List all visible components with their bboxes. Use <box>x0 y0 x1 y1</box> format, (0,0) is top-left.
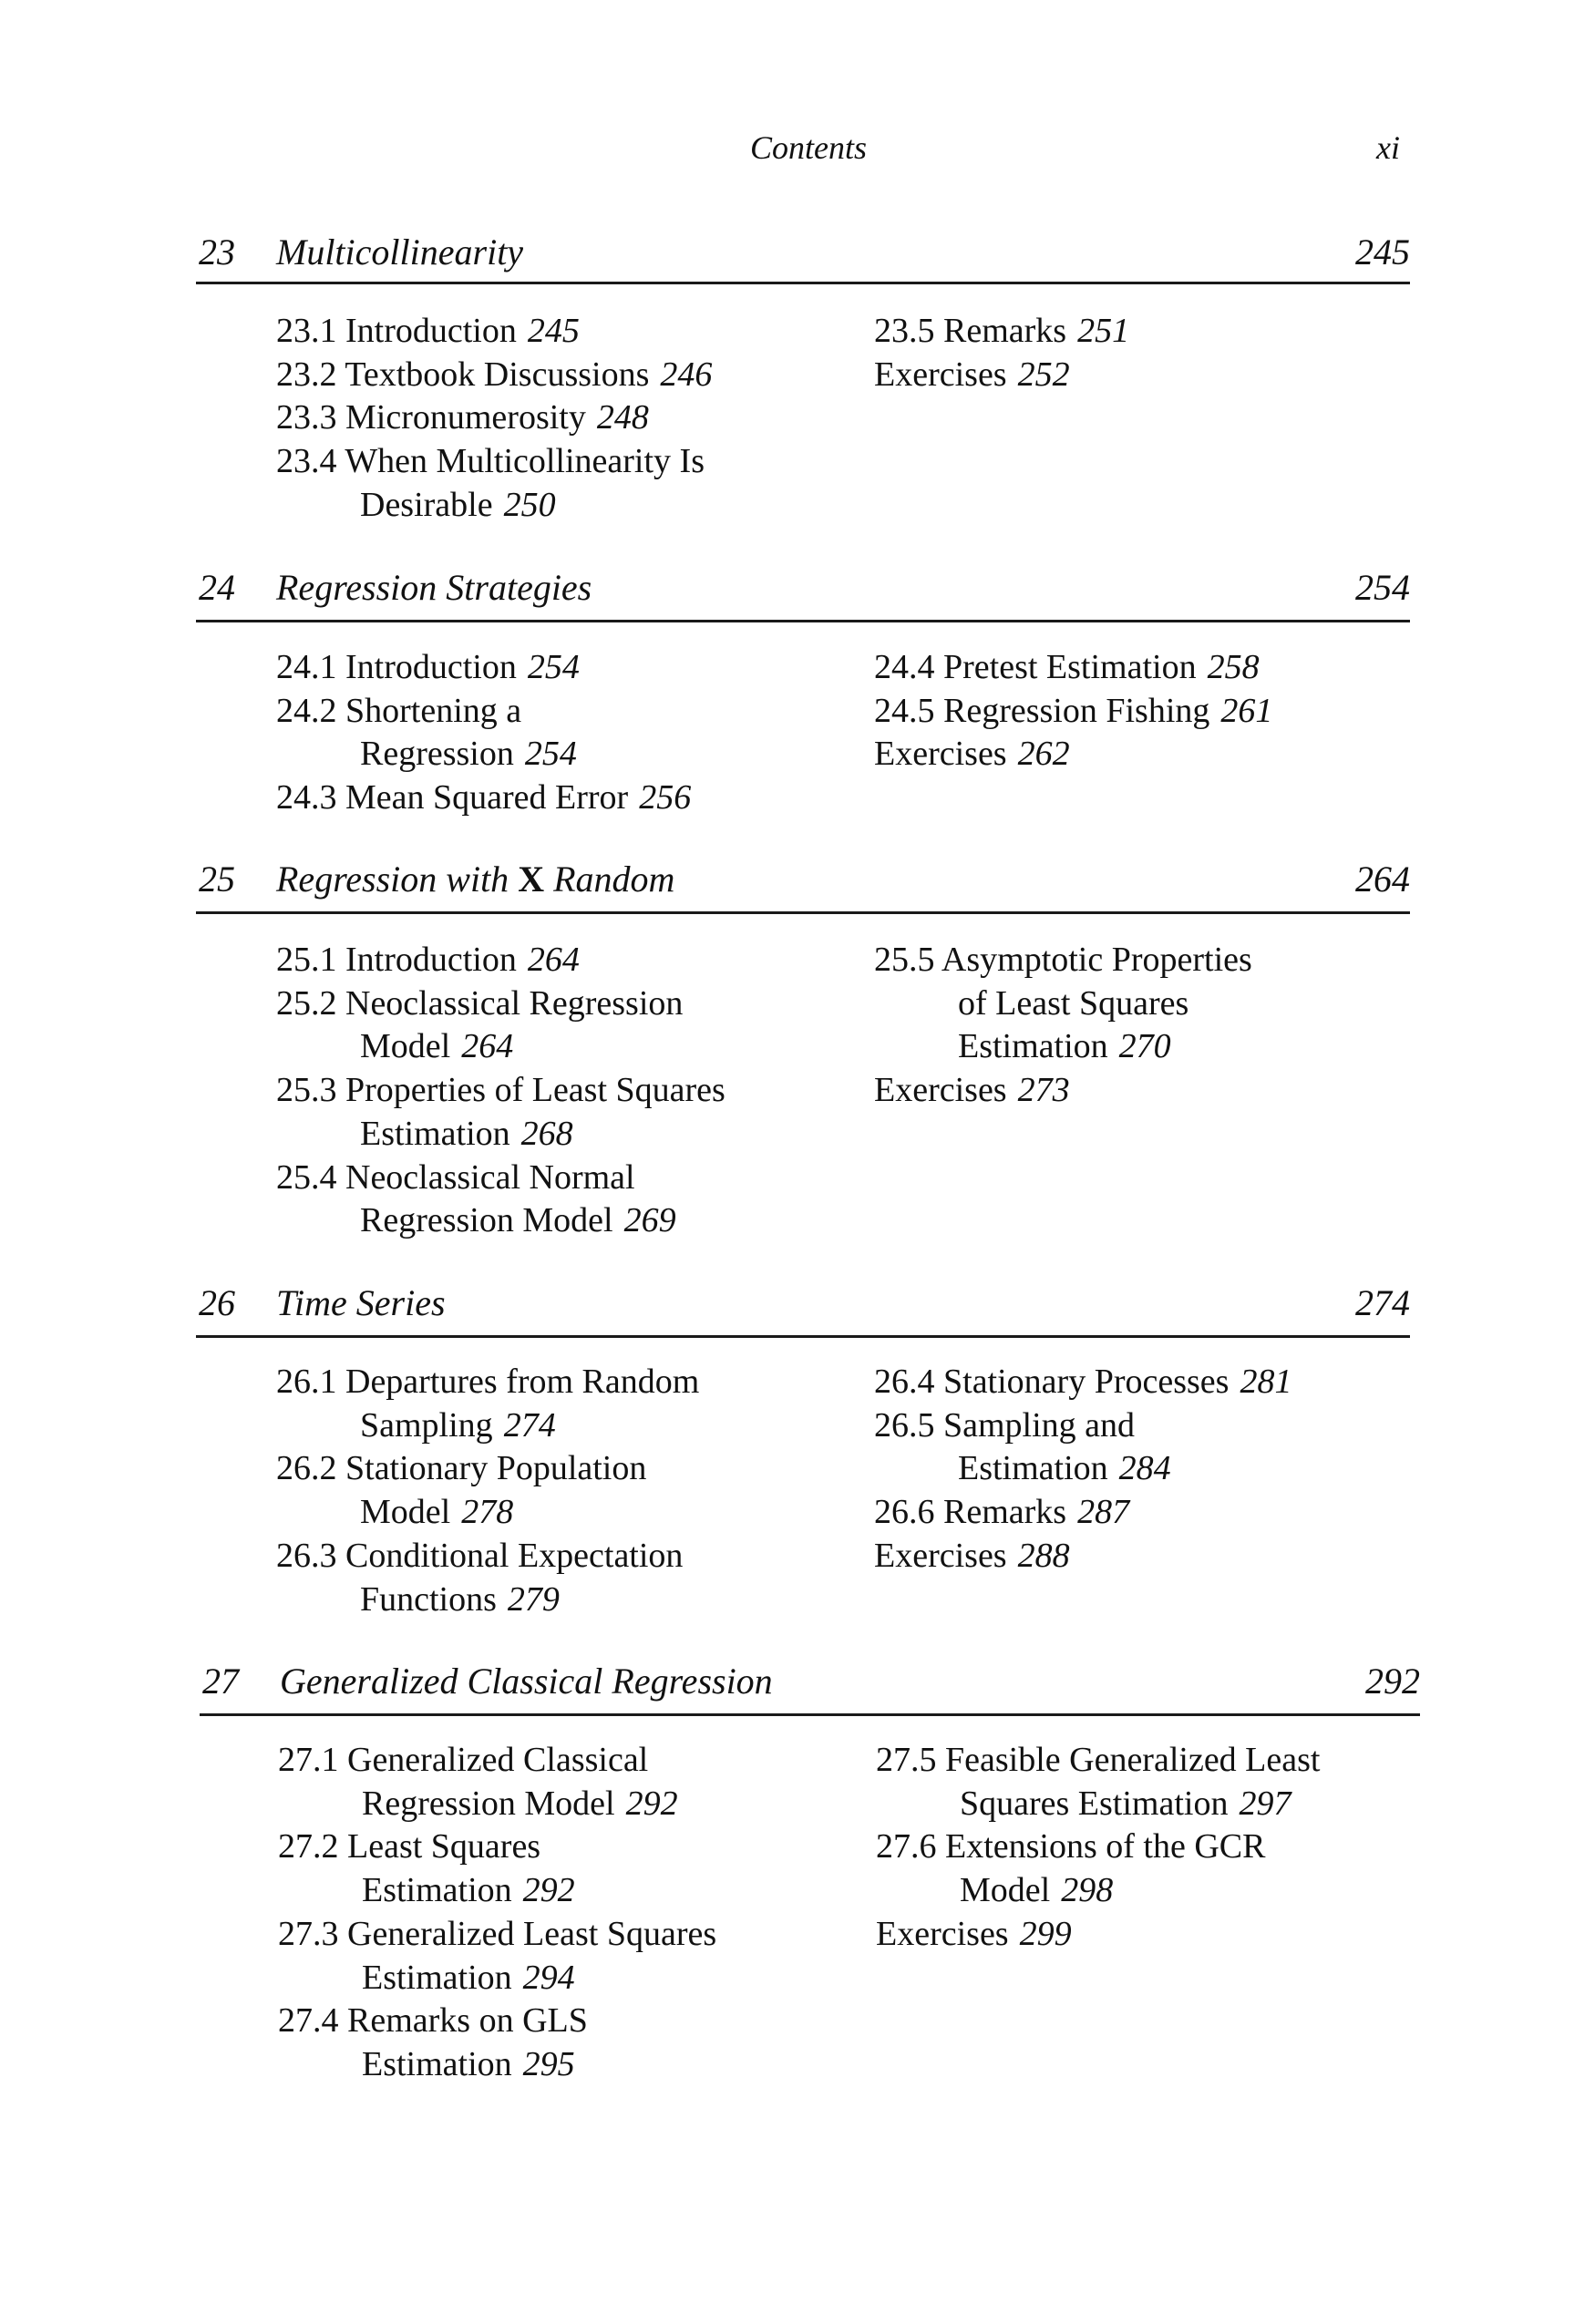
toc-entry[interactable] <box>276 646 859 690</box>
chapter-page: 254 <box>1355 567 1410 608</box>
running-head <box>0 128 1595 173</box>
entry-title: 27.2 Least Squares <box>278 1827 541 1866</box>
entry-page: 298 <box>1061 1871 1114 1910</box>
chapter-page: 264 <box>1355 859 1410 900</box>
toc-entry[interactable] <box>276 396 859 440</box>
entry-title: 24.1 Introduction <box>276 648 517 686</box>
toc-entry[interactable] <box>874 1491 1439 1535</box>
chapter-page: 245 <box>1355 231 1410 273</box>
toc-entry[interactable] <box>278 1739 861 1825</box>
section-column-left <box>276 1361 859 1621</box>
toc-entry[interactable] <box>276 982 859 1069</box>
chapter-title[interactable]: Generalized Classical Regression <box>280 1661 773 1702</box>
section-column-right <box>876 1739 1441 1957</box>
toc-entry[interactable] <box>276 1447 859 1534</box>
chapter-title-part: Random <box>544 859 675 900</box>
chapter-rule <box>196 911 1410 914</box>
entry-title: 23.3 Micronumerosity <box>276 398 586 437</box>
section-column-right <box>874 646 1439 776</box>
entry-title: 23.2 Textbook Discussions <box>276 355 650 394</box>
entry-page: 250 <box>503 485 556 524</box>
toc-entry-exercises[interactable] <box>876 1913 1441 1957</box>
toc-entry[interactable] <box>278 1825 861 1912</box>
chapter-number: 25 <box>199 859 235 900</box>
entry-title: 27.3 Generalized Least Squares <box>278 1914 717 1953</box>
chapter-number: 26 <box>199 1282 235 1323</box>
toc-entry-exercises[interactable] <box>874 354 1439 397</box>
entry-title: 24.4 Pretest Estimation <box>874 648 1197 686</box>
entry-title: 25.5 Asymptotic Properties <box>874 941 1252 979</box>
chapter-title[interactable]: Time Series <box>276 1282 446 1323</box>
entry-page: 297 <box>1239 1784 1291 1823</box>
entry-title: 24.5 Regression Fishing <box>874 691 1210 730</box>
entry-title: 23.1 Introduction <box>276 312 517 350</box>
entry-page: 292 <box>522 1871 575 1910</box>
toc-entry[interactable] <box>276 776 859 820</box>
entry-title-cont: Regression Model <box>360 1201 613 1240</box>
toc-entry[interactable] <box>874 646 1439 690</box>
chapter-title-part: Regression with <box>276 859 519 900</box>
entry-page: 258 <box>1207 648 1260 686</box>
entry-page: 288 <box>1017 1536 1070 1575</box>
toc-entry-exercises[interactable] <box>874 1069 1439 1113</box>
entry-page: 252 <box>1017 355 1070 394</box>
chapter-heading <box>196 565 1410 611</box>
toc-entry[interactable] <box>278 1913 861 2000</box>
entry-page: 269 <box>623 1201 676 1240</box>
entry-title: 26.1 Departures from Random <box>276 1363 700 1401</box>
chapter-rule <box>196 1335 1410 1338</box>
section-column-left <box>278 1739 861 2087</box>
toc-entry[interactable] <box>874 939 1439 1069</box>
section-column-left <box>276 939 859 1243</box>
entry-page: 279 <box>507 1579 560 1619</box>
chapter-number: 23 <box>199 231 235 273</box>
entry-title-cont: Desirable <box>360 485 493 524</box>
entry-title-cont: Estimation <box>362 1958 512 1997</box>
chapter-title[interactable] <box>276 857 674 902</box>
chapter-rule <box>196 282 1410 284</box>
chapter-number: 24 <box>199 567 235 608</box>
chapter-heading <box>196 857 1410 902</box>
entry-title: 24.2 Shortening a <box>276 691 522 730</box>
entry-title: 27.6 Extensions of the GCR <box>876 1827 1266 1866</box>
toc-entry[interactable] <box>278 2000 861 2086</box>
section-column-right <box>874 939 1439 1113</box>
toc-entry-exercises[interactable] <box>874 733 1439 776</box>
entry-page: 264 <box>527 941 580 979</box>
entry-title-cont: Estimation <box>362 2044 512 2083</box>
entry-title: Exercises <box>874 735 1007 774</box>
chapter-heading <box>196 1280 1410 1326</box>
entry-page: 261 <box>1220 691 1273 730</box>
entry-page: 287 <box>1077 1493 1130 1532</box>
entry-title: 27.1 Generalized Classical <box>278 1741 649 1779</box>
toc-entry[interactable] <box>874 690 1439 734</box>
entry-page: 273 <box>1017 1071 1070 1110</box>
entry-page: 295 <box>522 2044 575 2083</box>
chapter-heading <box>200 1659 1420 1704</box>
entry-page: 292 <box>625 1784 678 1823</box>
entry-title: 25.3 Properties of Least Squares <box>276 1071 725 1110</box>
toc-entry[interactable] <box>874 1361 1439 1404</box>
entry-title-cont: Regression Model <box>362 1784 615 1823</box>
entry-title: 26.4 Stationary Processes <box>874 1363 1230 1401</box>
entry-page: 278 <box>461 1493 514 1532</box>
entry-title: Exercises <box>874 1536 1007 1575</box>
entry-page: 251 <box>1077 312 1130 350</box>
entry-title-cont: Functions <box>360 1579 497 1619</box>
entry-page: 294 <box>522 1958 575 1997</box>
entry-title: 26.5 Sampling and <box>874 1405 1136 1445</box>
toc-entry[interactable] <box>874 310 1439 354</box>
chapter-page: 274 <box>1355 1282 1410 1323</box>
toc-entry[interactable] <box>276 1361 859 1447</box>
entry-page: 254 <box>527 648 580 686</box>
entry-title: 24.3 Mean Squared Error <box>276 778 629 818</box>
section-column-right <box>874 1361 1439 1578</box>
entry-title: 25.2 Neoclassical Regression <box>276 983 684 1023</box>
entry-page: 299 <box>1019 1914 1072 1953</box>
running-title: Contents <box>749 129 867 166</box>
chapter-title[interactable]: Multicollinearity <box>276 231 524 273</box>
entry-title: Exercises <box>876 1914 1009 1953</box>
toc-entry-exercises[interactable] <box>874 1535 1439 1578</box>
entry-page: 284 <box>1118 1449 1171 1488</box>
chapter-heading <box>196 230 1410 275</box>
toc-entry[interactable] <box>876 1739 1441 1825</box>
entry-page: 281 <box>1240 1363 1292 1401</box>
toc-entry[interactable] <box>276 1535 859 1621</box>
entry-title-cont: of Least Squares <box>958 983 1189 1023</box>
entry-title: 23.4 When Multicollinearity Is <box>276 442 705 481</box>
toc-entry[interactable] <box>276 939 859 982</box>
entry-page: 254 <box>524 735 577 774</box>
entry-page: 268 <box>520 1114 573 1153</box>
chapter-rule <box>196 620 1410 622</box>
toc-entry[interactable] <box>874 1404 1439 1491</box>
entry-title: 25.1 Introduction <box>276 941 517 979</box>
chapter-title-bold-x: X <box>518 859 545 900</box>
section-column-left <box>276 310 859 528</box>
entry-page: 246 <box>660 355 713 394</box>
entry-page: 274 <box>503 1405 556 1445</box>
toc-entry[interactable] <box>276 440 859 527</box>
chapter-title[interactable]: Regression Strategies <box>276 567 592 608</box>
chapter-page: 292 <box>1365 1661 1420 1702</box>
entry-page: 264 <box>461 1027 514 1066</box>
entry-title: Exercises <box>874 355 1007 394</box>
toc-entry[interactable] <box>276 690 859 776</box>
toc-entry[interactable] <box>276 354 859 397</box>
entry-page: 270 <box>1118 1027 1171 1066</box>
page-folio: xi <box>1376 129 1400 166</box>
entry-title: Exercises <box>874 1071 1007 1110</box>
entry-title: 23.5 Remarks <box>874 312 1067 350</box>
toc-entry[interactable] <box>876 1825 1441 1912</box>
entry-title: 26.6 Remarks <box>874 1493 1067 1532</box>
entry-title: 26.2 Stationary Population <box>276 1449 647 1488</box>
entry-page: 256 <box>639 778 692 818</box>
entry-title-cont: Sampling <box>360 1405 493 1445</box>
entry-title-cont: Squares Estimation <box>960 1784 1229 1823</box>
entry-title-cont: Regression <box>360 735 514 774</box>
section-column-left <box>276 646 859 820</box>
entry-title: 27.5 Feasible Generalized Least <box>876 1741 1321 1779</box>
entry-title-cont: Estimation <box>360 1114 510 1153</box>
toc-entry[interactable] <box>276 310 859 354</box>
entry-title-cont: Model <box>360 1027 451 1066</box>
entry-title: 26.3 Conditional Expectation <box>276 1536 684 1575</box>
section-column-right <box>874 310 1439 396</box>
entry-page: 245 <box>527 312 580 350</box>
toc-entry[interactable] <box>276 1157 859 1243</box>
chapter-number: 27 <box>202 1661 239 1702</box>
entry-title: 27.4 Remarks on GLS <box>278 2001 588 2041</box>
entry-title-cont: Estimation <box>958 1027 1108 1066</box>
entry-title-cont: Model <box>960 1871 1051 1910</box>
entry-page: 248 <box>596 398 649 437</box>
entry-title-cont: Estimation <box>958 1449 1108 1488</box>
entry-page: 262 <box>1017 735 1070 774</box>
entry-title-cont: Model <box>360 1493 451 1532</box>
entry-title-cont: Estimation <box>362 1871 512 1910</box>
toc-entry[interactable] <box>276 1069 859 1156</box>
entry-title: 25.4 Neoclassical Normal <box>276 1157 635 1197</box>
chapter-rule <box>200 1713 1420 1716</box>
